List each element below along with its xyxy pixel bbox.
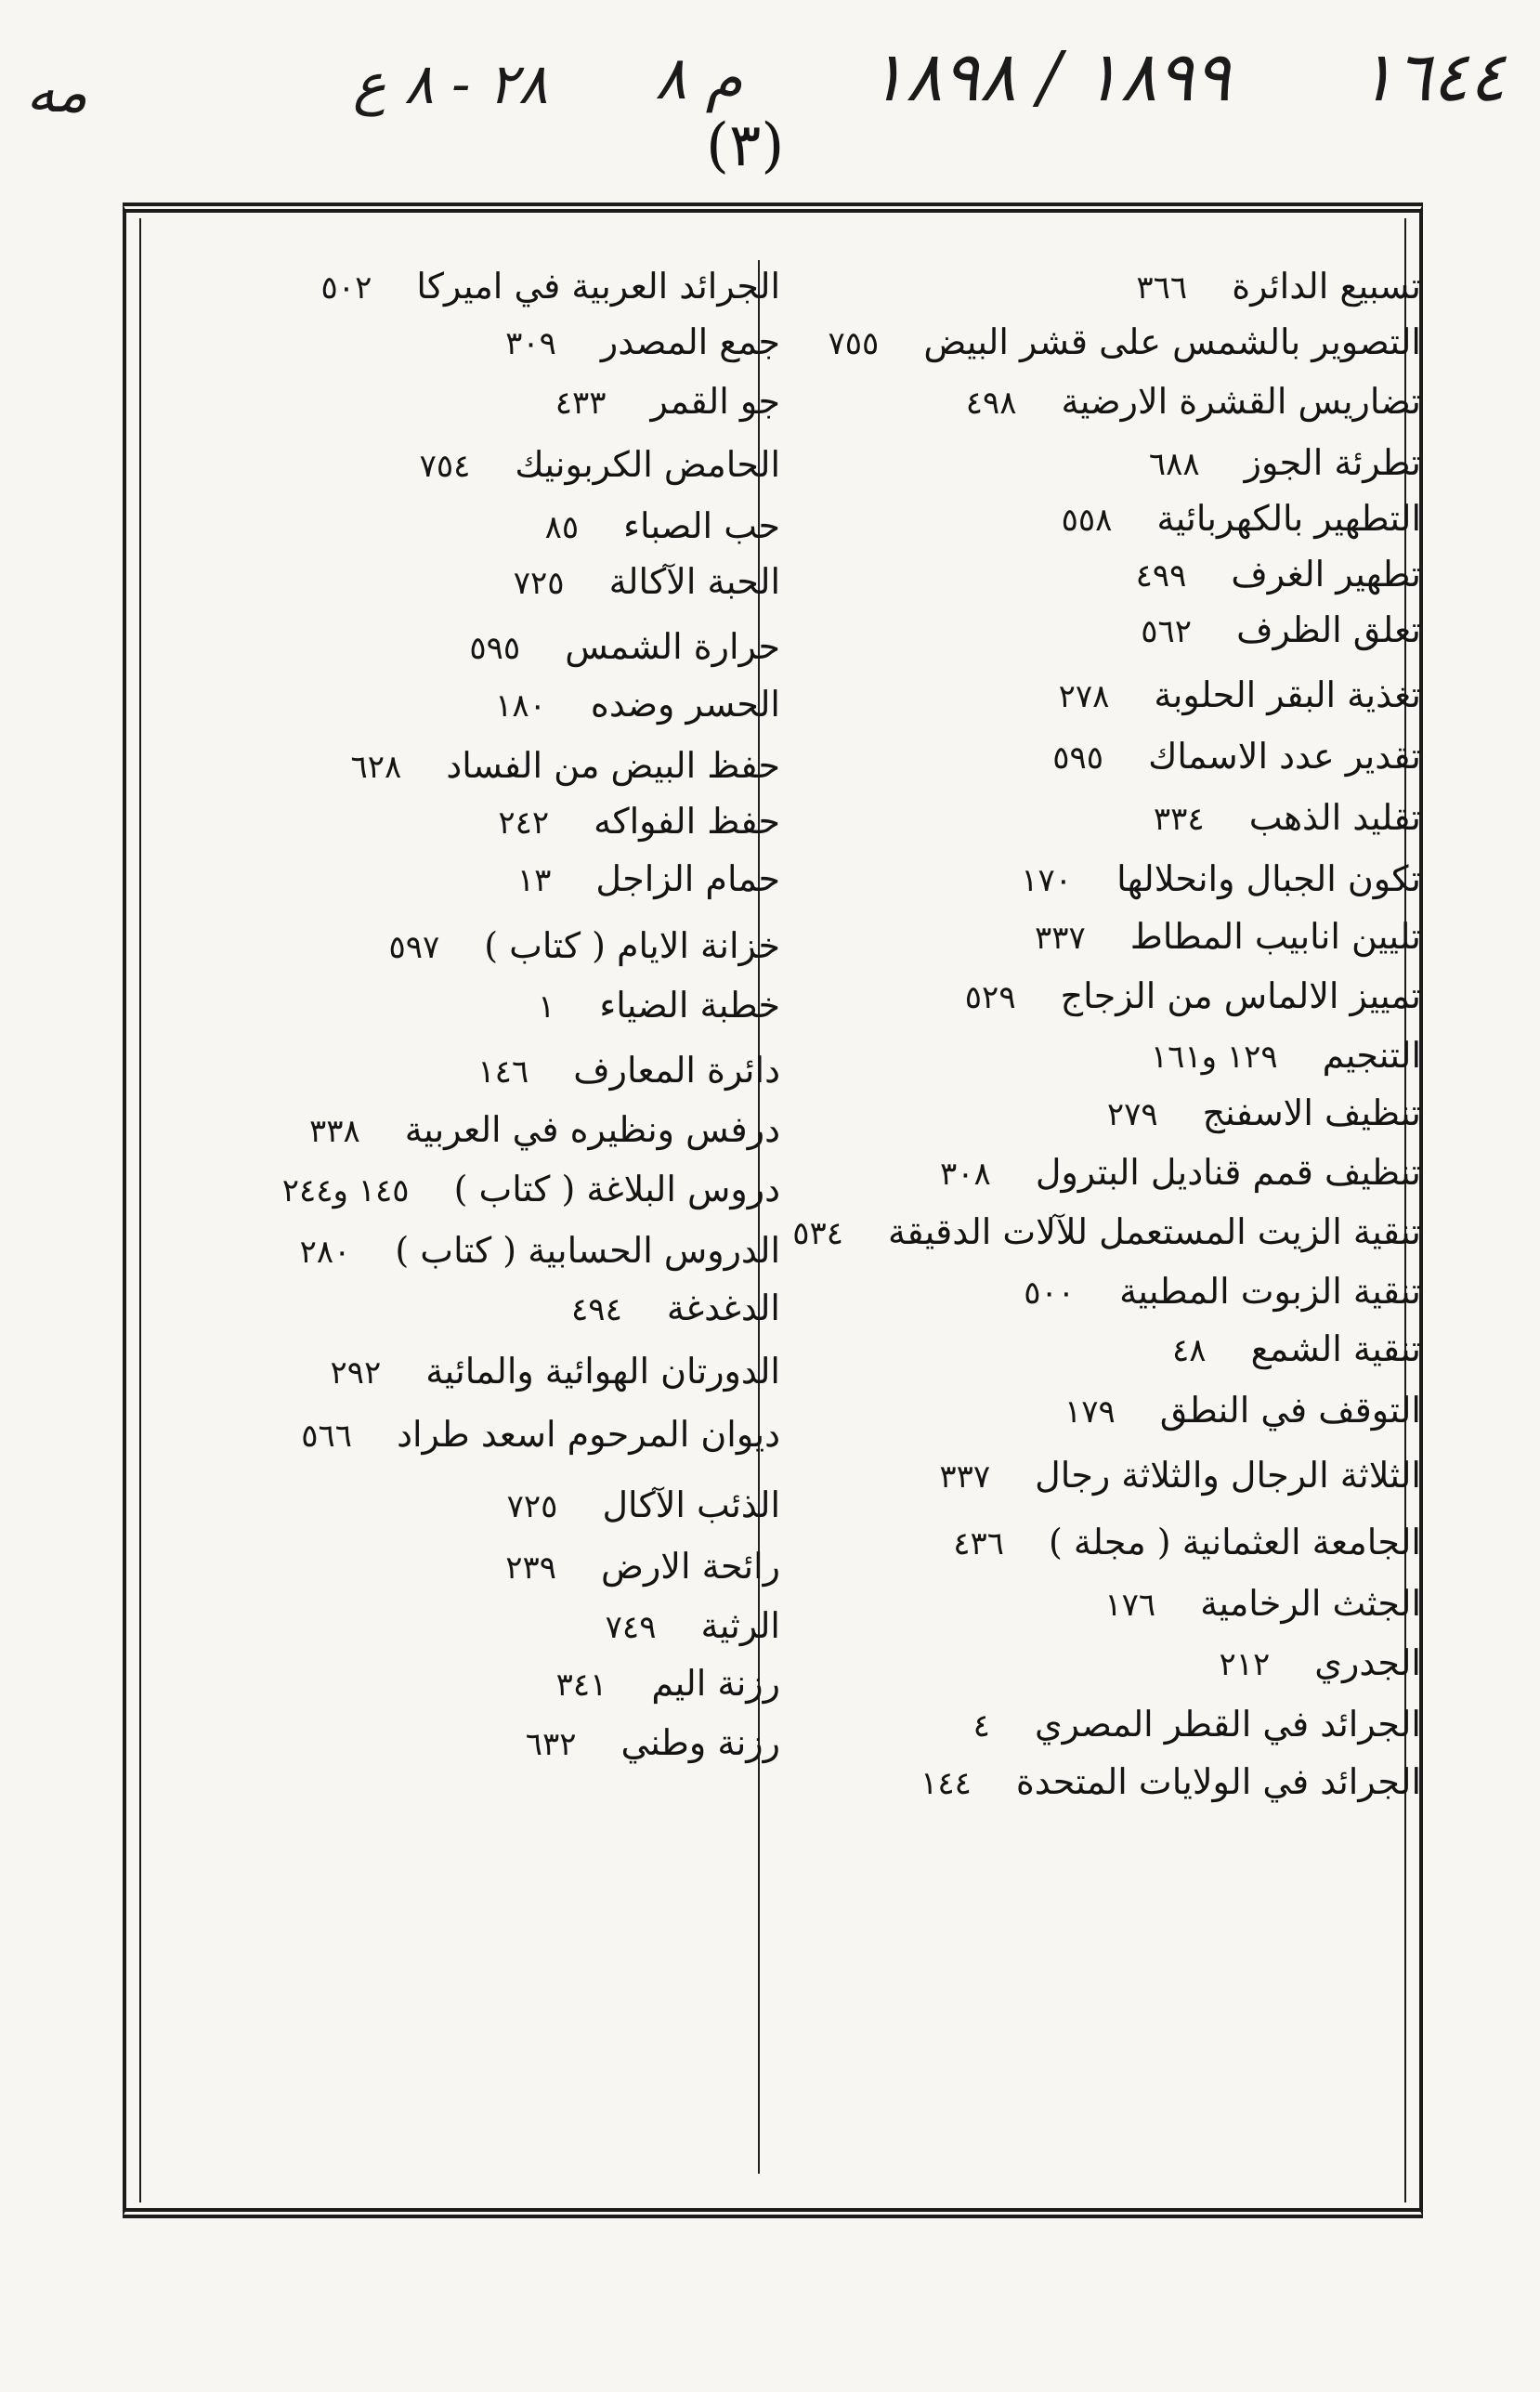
index-term: تعلق الظرف — [1236, 609, 1421, 650]
index-term: تليين انابيب المطاط — [1129, 916, 1421, 957]
index-page-numbers: ٤٩٤ — [571, 1291, 622, 1328]
index-page-numbers: ١٢٩ و١٦١ — [1150, 1039, 1278, 1076]
index-term: الجامعة العثمانية ( مجلة ) — [1048, 1522, 1421, 1562]
index-term: تطرئة الجوز — [1244, 442, 1421, 483]
index-term: الجرائد في القطر المصري — [1034, 1704, 1421, 1745]
index-page-numbers: ٧٤٩ — [605, 1609, 657, 1646]
index-entry — [139, 1542, 780, 1592]
index-term: الحسر وضده — [590, 684, 780, 725]
index-entry — [780, 671, 1421, 721]
index-page-numbers: ٣٦٦ — [1136, 269, 1188, 307]
index-page-numbers: ٣٣٧ — [939, 1458, 991, 1496]
index-page-numbers: ٤٣٦ — [953, 1525, 1004, 1562]
index-page-numbers: ٥٩٥ — [469, 630, 521, 667]
index-page-numbers: ٣٣٨ — [308, 1113, 360, 1150]
index-entry — [780, 732, 1421, 782]
index-term: تقليد الذهب — [1248, 797, 1421, 838]
index-term: رائحة الارض — [601, 1546, 780, 1587]
index-entry — [780, 1451, 1421, 1501]
index-term: دروس البلاغة ( كتاب ) — [453, 1169, 780, 1209]
index-term: ديوان المرحوم اسعد طراد — [397, 1414, 780, 1455]
index-page-numbers: ١٨٠ — [495, 687, 546, 725]
index-term: التوقف في النطق — [1159, 1390, 1421, 1431]
index-page-numbers: ١٧٩ — [1064, 1393, 1116, 1431]
page-number: (٣) — [706, 111, 785, 180]
index-term: الحبة الآكالة — [608, 561, 780, 602]
index-term: تكون الجبال وانحلالها — [1116, 858, 1421, 899]
index-term: تطهير الغرف — [1231, 554, 1421, 595]
index-term: رزنة وطني — [620, 1722, 780, 1763]
index-page-numbers: ٦٢٨ — [350, 749, 402, 786]
index-term: تسبيع الدائرة — [1232, 266, 1421, 307]
index-term: الرثية — [700, 1605, 780, 1646]
index-page-numbers: ١٤٥ و٢٤٤ — [281, 1172, 410, 1209]
handwritten-note-middle: ٢٨ - ٨ ع — [353, 52, 548, 117]
index-term: خطبة الضياء — [599, 985, 780, 1026]
index-page-numbers: ٣٣٤ — [1153, 801, 1205, 838]
index-term: درفس ونظيره في العربية — [404, 1109, 780, 1150]
index-term: تنقية الشمع — [1250, 1328, 1421, 1369]
index-page-numbers: ٥٩٧ — [388, 929, 440, 966]
index-entry — [780, 972, 1421, 1022]
index-entry — [780, 318, 1421, 368]
handwritten-note-left: مه — [26, 58, 88, 125]
index-term: جو القمر — [650, 381, 780, 422]
index-term: الجرائد العربية في اميركا — [416, 266, 780, 307]
index-entry — [139, 1347, 780, 1397]
index-page-numbers: ٤٣٣ — [555, 385, 607, 422]
index-term: التصوير بالشمس على قشر البيض — [923, 321, 1421, 362]
index-term: دائرة المعارف — [573, 1050, 780, 1091]
index-entry — [139, 981, 780, 1031]
index-entry — [139, 622, 780, 673]
index-term: حمام الزاجل — [595, 858, 780, 899]
index-entry — [139, 741, 780, 791]
index-term: الجرائد في الولايات المتحدة — [1015, 1761, 1421, 1802]
index-page-numbers: ٢٧٨ — [1058, 678, 1110, 715]
index-entry — [780, 438, 1421, 489]
index-term: تضاريس القشرة الارضية — [1061, 381, 1421, 422]
index-term: الحامض الكربونيك — [515, 444, 780, 485]
handwritten-volume-mark: م ٨ — [655, 45, 743, 113]
index-page-numbers: ٨٥ — [544, 509, 580, 546]
index-entry — [780, 1031, 1421, 1081]
index-entry — [780, 1267, 1421, 1317]
index-term: حفظ البيض من الفساد — [446, 745, 780, 786]
index-term: تمييز الالماس من الزجاج — [1060, 975, 1421, 1016]
index-entry — [139, 557, 780, 608]
index-entry — [780, 550, 1421, 600]
index-page-numbers: ٥٦٢ — [1141, 613, 1193, 650]
index-entry — [780, 912, 1421, 962]
index-entry — [139, 1719, 780, 1769]
index-page-numbers: ٤٩٨ — [965, 385, 1017, 422]
index-entry — [139, 680, 780, 730]
index-entry — [139, 377, 780, 427]
index-page-numbers: ٣٠٩ — [505, 325, 556, 362]
index-term: خزانة الايام ( كتاب ) — [484, 925, 780, 966]
index-entry — [139, 1410, 780, 1460]
handwritten-catalog-number: ١٦٤٤ — [1358, 37, 1506, 117]
index-term: تنقية الزبوت المطبية — [1119, 1271, 1421, 1312]
index-entry — [139, 502, 780, 552]
index-term: تنقية الزيت المستعمل للآلات الدقيقة — [888, 1211, 1421, 1252]
index-page-numbers: ٥٢٩ — [964, 979, 1016, 1016]
index-term: تنظيف قمم قناديل البترول — [1035, 1152, 1421, 1193]
index-page-numbers: ١٤٤ — [920, 1765, 972, 1802]
index-entry — [780, 1639, 1421, 1689]
index-term: الثلاثة الرجال والثلاثة رجال — [1035, 1455, 1421, 1496]
index-page-numbers: ٤٨ — [1172, 1332, 1207, 1369]
index-entry — [139, 922, 780, 972]
index-page-numbers: ٢١٢ — [1219, 1646, 1271, 1683]
index-entry — [139, 1165, 780, 1215]
index-entry — [780, 1386, 1421, 1436]
index-term: حرارة الشمس — [565, 626, 780, 667]
index-entry — [780, 262, 1421, 312]
index-entry — [780, 1579, 1421, 1629]
index-page-numbers: ٥٩٥ — [1052, 739, 1104, 777]
index-entry — [139, 262, 780, 312]
index-page-numbers: ١٧٦ — [1104, 1587, 1156, 1624]
index-page-numbers: ٥٠٢ — [320, 269, 372, 307]
index-entry — [780, 1148, 1421, 1198]
index-entry — [780, 1518, 1421, 1568]
index-page-numbers: ٧٢٥ — [506, 1488, 558, 1525]
index-page-numbers: ٢٣٩ — [505, 1549, 556, 1587]
index-page-numbers: ٣٤١ — [555, 1667, 607, 1704]
index-entry — [139, 440, 780, 490]
index-entry — [139, 1601, 780, 1652]
handwritten-years: ١٨٩٩ / ١٨٩٨ — [868, 37, 1231, 117]
index-term: الجثث الرخامية — [1200, 1583, 1421, 1624]
index-page-numbers: ٢٤٢ — [498, 804, 550, 842]
index-term: الجدري — [1314, 1642, 1421, 1683]
index-page-numbers: ٢٨٠ — [299, 1234, 351, 1271]
index-term: تنظيف الاسفنج — [1202, 1092, 1421, 1133]
index-page-numbers: ٦٣٢ — [525, 1726, 577, 1763]
index-term: حب الصباء — [623, 505, 780, 546]
index-entry — [139, 1105, 780, 1156]
index-term: رزنة اليم — [651, 1663, 780, 1704]
index-term: تغذية البقر الحلوبة — [1154, 674, 1421, 715]
index-page-numbers: ١ — [538, 988, 555, 1026]
index-page-numbers: ٧٥٥ — [828, 325, 880, 362]
index-term: الدروس الحسابية ( كتاب ) — [395, 1230, 780, 1271]
index-entry — [139, 1226, 780, 1276]
index-page-numbers: ٥٥٨ — [1061, 502, 1113, 539]
index-entry — [780, 793, 1421, 843]
index-entry — [780, 494, 1421, 544]
index-entry — [780, 377, 1421, 427]
index-entry — [139, 797, 780, 847]
index-entry — [139, 1659, 780, 1709]
index-term: الذئب الآكال — [602, 1484, 780, 1525]
index-page-numbers: ١٧٠ — [1021, 862, 1073, 899]
index-entry — [139, 1481, 780, 1531]
index-page-numbers: ٢٧٩ — [1106, 1096, 1158, 1133]
index-entry — [139, 855, 780, 905]
index-term: التنجيم — [1322, 1035, 1421, 1076]
index-page-numbers: ٣٣٧ — [1034, 920, 1086, 957]
index-term: تقدير عدد الاسماك — [1148, 736, 1421, 777]
index-page-numbers: ٦٨٨ — [1148, 446, 1200, 483]
index-page-numbers: ٤ — [972, 1707, 990, 1745]
index-entry — [139, 1284, 780, 1334]
index-page-numbers: ٢٩٢ — [330, 1354, 382, 1392]
index-page-numbers: ٧٢٥ — [513, 565, 565, 602]
index-entry — [780, 606, 1421, 656]
index-term: الدورتان الهوائية والمائية — [425, 1351, 780, 1392]
index-page-numbers: ٥٣٤ — [792, 1215, 844, 1252]
index-term: حفظ الفواكه — [594, 801, 780, 842]
index-entry — [780, 1208, 1421, 1258]
index-page-numbers: ٣٠٨ — [940, 1156, 991, 1193]
index-term: التطهير بالكهربائية — [1156, 498, 1421, 539]
index-term: الدغدغة — [666, 1287, 780, 1328]
index-page-numbers: ١٣ — [516, 862, 552, 899]
index-page-numbers: ٤٩٩ — [1135, 557, 1187, 595]
index-entry — [139, 1046, 780, 1096]
index-entry — [780, 1089, 1421, 1139]
index-page-numbers: ٧٥٤ — [419, 448, 471, 485]
index-entry — [780, 855, 1421, 905]
index-entry — [780, 1758, 1421, 1808]
index-entry — [139, 318, 780, 368]
index-page-numbers: ٥٠٠ — [1024, 1274, 1076, 1312]
index-page-numbers: ١٤٦ — [477, 1053, 529, 1091]
index-entry — [780, 1700, 1421, 1750]
index-entry — [780, 1325, 1421, 1375]
index-term: جمع المصدر — [600, 321, 780, 362]
index-page-numbers: ٥٦٦ — [301, 1418, 353, 1455]
